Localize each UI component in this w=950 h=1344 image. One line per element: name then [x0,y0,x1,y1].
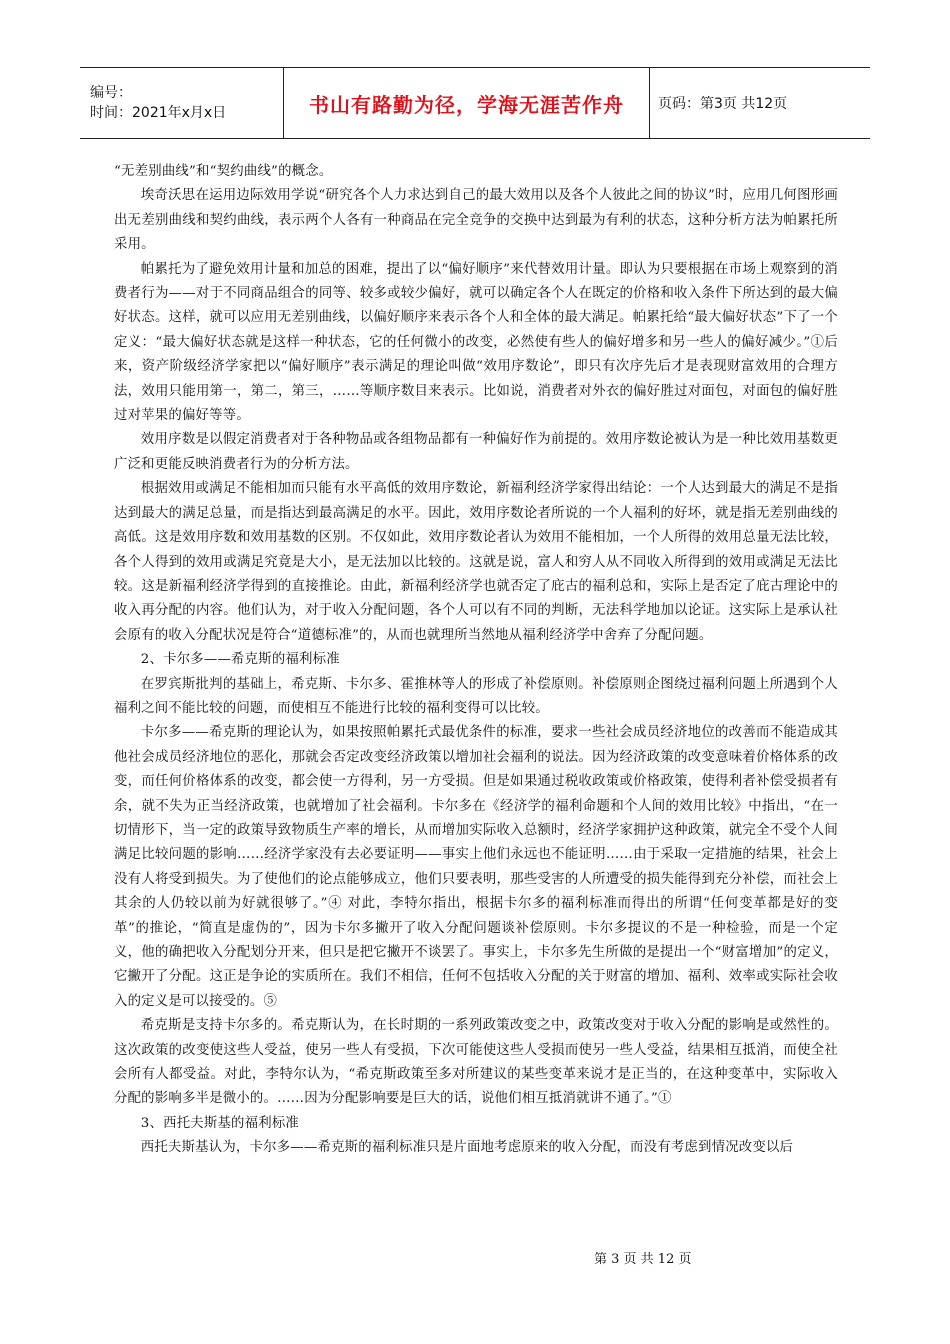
header-page-info: 页码：第3页 共12页 [658,96,788,112]
body-paragraph: 3、西托夫斯基的福利标准 [140,1115,300,1131]
header-meta [80,68,283,138]
document-date-label: 时间：2021年x月x日 [90,105,227,121]
body-paragraph: “无差别曲线”和“契约曲线”的概念。 [114,164,333,179]
document-number-label: 编号： [90,85,132,101]
body-paragraph: 埃奇沃思在运用边际效用学说“研究各个人力求达到自己的最大效用以及各个人彼此之间的协议”时，应用几何图形画出无差别曲线和契约曲线，表示两个人各有一种商品在完全竞争的交换中达到最为有利的状态，这种分析方法为帕累托所采用。 [114,188,838,253]
body-paragraph: 在罗宾斯批判的基础上，希克斯、卡尔多、霍推林等人的形成了补偿原则。补偿原则企图绕过福利问题上所遇到个人福利之间不能比较的问题，而使相互不能进行比较的福利变得可以比较。 [114,676,838,716]
header-motto-cell [283,68,650,138]
body-paragraph: 效用序数是以假定消费者对于各种物品或各组物品都有一种偏好作为前提的。效用序数论被认为是一种比效用基数更广泛和更能反映消费者行为的分析方法。 [114,432,838,472]
body-paragraph: 西托夫斯基认为，卡尔多——希克斯的福利标准只是片面地考虑原来的收入分配，而没有考虑到情况改变以后 [140,1140,794,1156]
body-paragraph: 根据效用或满足不能相加而只能有水平高低的效用序数论，新福利经济学家得出结论：一个人达到最大的满足不是指达到最大的满足总量，而是指达到最高满足的水平。因此，效用序数论者所说的一个人福利的好坏，就是指无差别曲线的高低。这是效用序数和效用基数的区别。不仅如此，效用序数论者认为效用不能相加，一个人所得的效用总量无法比较，各个人得到的效用或满足究竟是大小，是无法加以比较的。这就是说，富人和穷人从不同收入所得到的效用或满足无法比较。这是新福利经济学得到的直接推论。由此，新福利经济学也就否定了庇古的福利总和，实际上是否定了庇古理论中的收入再分配的内容。他们认为，对于收入分配问题，各个人可以有不同的判断，无法科学地加以论证。这实际上是承认社会原有的收入分配状况是符合“道德标准”的，从而也就理所当然地从福利经济学中舍弃了分配问题。 [114,481,838,643]
header-motto: 书山有路勤为径，学海无涯苦作舟 [309,92,624,117]
document-body [114,160,838,1161]
page-header [80,67,870,139]
body-paragraph: 2、卡尔多——希克斯的福利标准 [140,652,340,668]
body-paragraph: 卡尔多——希克斯的理论认为，如果按照帕累托式最优条件的标准，要求一些社会成员经济地位的改善而不能造成其他社会成员经济地位的恶化，那就会否定改变经济政策以增加社会福利的说法。因为经济政策的改变意味着价格体系的改变，而任何价格体系的改变，都会使一方得利，另一方受损。但是如果通过税收政策或价格政策，使得利者补偿受损者有余，就不失为正当经济政策，也就增加了社会福利。卡尔多在《经济学的福利命题和个人间的效用比较》中指出，“在一切情形下，当一定的政策导致物质生产率的增长，从而增加实际收入总额时，经济学家拥护这种政策，就完全不受个人间满足比较问题的影响……经济学家没有去必要证明——事实上他们永远也不能证明……由于采取一定措施的结果，社会上没有人将受到损失。为了使他们的论点能够成立，他们只要表明，那些受害的人所遭受的损失能得到充分补偿，而社会上其余的人仍较以前为好就很够了。”④ 对此，李特尔指出，根据卡尔多的福利标准而得出的所谓“任何变革都是好的变革”的推论，“简直是虚伪的”，因为卡尔多撇开了收入分配问题谈补偿原则。卡尔多提议的不是一种检验，而是一个定义，他的确把收入分配划分开来，但只是把它撇开不谈罢了。事实上，卡尔多先生所做的是提出一个“财富增加”的定义，它撇开了分配。这正是争论的实质所在。我们不相信，任何不包括收入分配的关于财富的增加、福利、效率或实际社会收入的定义是可以接受的。⑤ [114,725,838,1009]
page-footer: 第 3 页 共 12 页 [594,1252,692,1267]
header-page-info-cell [650,68,870,138]
body-paragraph: 希克斯是支持卡尔多的。希克斯认为，在长时期的一系列政策改变之中，政策改变对于收入分配的影响是或然性的。这次政策的改变使这些人受益，使另一些人有受损，下次可能使这些人受损而使另一些人受益，结果相互抵消，而使全社会所有人都受益。对此，李特尔认为，“希克斯政策至多对所建议的某些变革来说才是正当的，在这种变革中，实际收入分配的影响多半是微小的。……因为分配影响要是巨大的话，说他们相互抵消就讲不通了。”① [114,1018,838,1107]
body-paragraph: 帕累托为了避免效用计量和加总的困难，提出了以“偏好顺序”来代替效用计量。即认为只要根据在市场上观察到的消费者行为——对于不同商品组合的同等、较多或较少偏好，就可以确定各个人在既定的价格和收入条件下所达到的最大偏好状态。这样，就可以应用无差别曲线，以偏好顺序来表示各个人和全体的最大满足。帕累托给“最大偏好状态”下了一个定义：“最大偏好状态就是这样一种状态，它的任何微小的改变，必然使有些人的偏好增多和另一些人的偏好减少。”①后来，资产阶级经济学家把以“偏好顺序”表示满足的理论叫做“效用序数论”，即只有次序先后才是表现财富效用的合理方法，效用只能用第一，第二，第三，……等顺序数目来表示。比如说，消费者对外衣的偏好胜过对面包，对面包的偏好胜过对苹果的偏好等等。 [114,261,838,424]
